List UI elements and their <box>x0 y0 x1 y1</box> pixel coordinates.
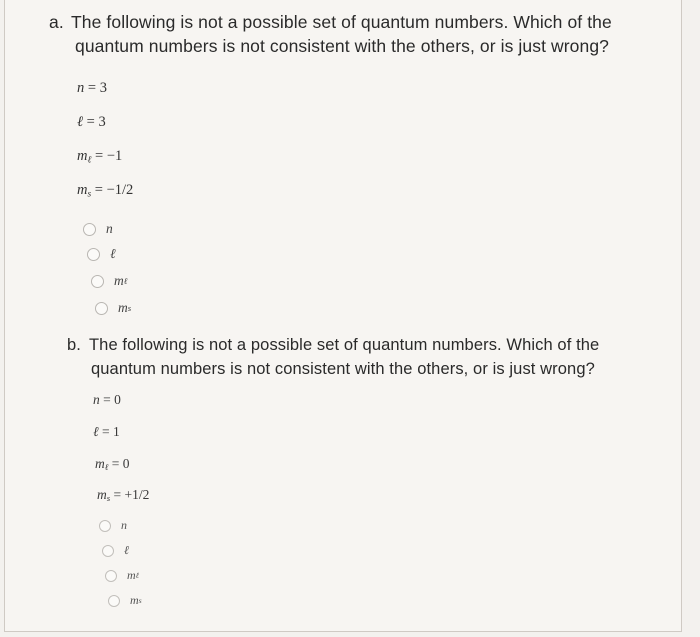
radio-button[interactable] <box>99 520 111 532</box>
question-b-line1: The following is not a possible set of quantum numbers. Which of the <box>89 336 600 354</box>
question-a-line1: The following is not a possible set of quantum numbers. Which of the <box>71 12 612 32</box>
question-b-label: b. <box>67 336 81 354</box>
question-a-ml-value: $m_\ell = -1$ <box>77 148 123 166</box>
question-a-option-ml[interactable]: m ℓ <box>91 273 127 289</box>
question-a-n-value: n = 3 <box>77 80 107 96</box>
radio-button[interactable] <box>87 248 100 261</box>
radio-button[interactable] <box>91 275 104 288</box>
question-b-option-l[interactable]: ℓ <box>102 543 129 558</box>
question-b-l-value: ℓ = 1 <box>93 424 120 439</box>
question-a-option-ms[interactable]: m s <box>95 300 131 316</box>
question-a-ms-value: $m_s = -1/2$ <box>77 182 134 200</box>
question-a-l-value: ℓ = 3 <box>77 114 106 130</box>
question-a-text <box>49 10 669 58</box>
question-b-line2: quantum numbers is not consistent with the others, or is just wrong? <box>91 360 595 378</box>
question-b-ml-value: $m_\ell = 0$ <box>95 456 130 473</box>
radio-button[interactable] <box>95 302 108 315</box>
question-b-n-value: n = 0 <box>93 392 121 407</box>
question-a-line2: quantum numbers is not consistent with the others, or is just wrong? <box>75 36 610 56</box>
question-panel <box>4 0 682 632</box>
question-b-text <box>67 333 667 381</box>
radio-button[interactable] <box>83 223 96 236</box>
question-a-label: a. <box>49 12 64 32</box>
question-b-ms-value: $m_s = +1/2$ <box>97 487 150 504</box>
question-b-option-n[interactable]: n <box>99 518 127 533</box>
question-b-option-ms[interactable]: m s <box>108 593 142 608</box>
radio-button[interactable] <box>102 545 114 557</box>
radio-button[interactable] <box>108 595 120 607</box>
question-a-option-n[interactable]: n <box>83 221 113 237</box>
question-b-option-ml[interactable]: m ℓ <box>105 568 139 583</box>
radio-button[interactable] <box>105 570 117 582</box>
question-a-option-l[interactable]: ℓ <box>87 246 116 262</box>
